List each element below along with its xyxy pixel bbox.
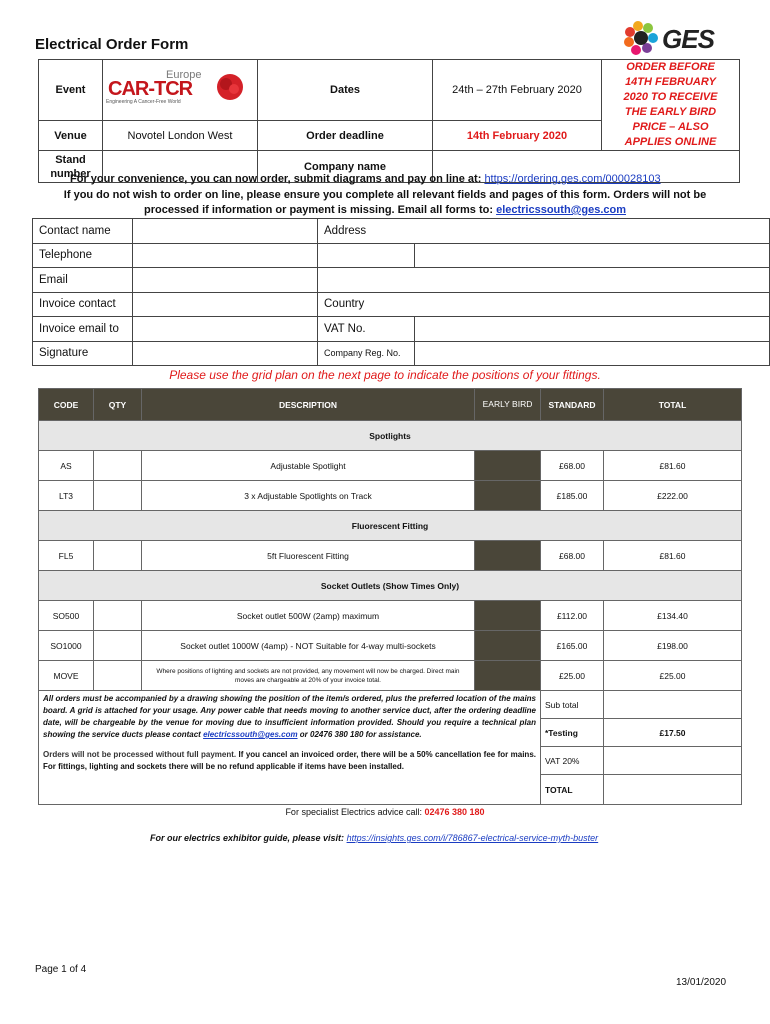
section-title: Socket Outlets (Show Times Only): [39, 571, 742, 601]
intro-line1: For your convenience, you can now order, submit diagrams and pay on line at:: [70, 173, 482, 185]
item-code: MOVE: [39, 661, 94, 691]
invoice-email-field[interactable]: [133, 317, 318, 342]
vat-no-field[interactable]: [415, 317, 770, 342]
event-logo: [103, 60, 258, 121]
subtotal-field[interactable]: [604, 691, 742, 719]
item-standard: £134.40: [604, 601, 742, 631]
event-logo-sub: Engineering A Cancer-Free World: [106, 99, 181, 106]
item-code: AS: [39, 451, 94, 481]
intro-text: [40, 172, 730, 219]
signature-label: Signature: [33, 341, 133, 366]
item-description: Socket outlet 500W (2amp) maximum: [142, 601, 475, 631]
signature-field[interactable]: [133, 341, 318, 366]
note-email-link[interactable]: electricssouth@ges.com: [203, 730, 298, 739]
col-total: TOTAL: [604, 389, 742, 421]
grid-plan-note: Please use the grid plan on the next page to indicate the positions of your fittings.: [169, 368, 601, 382]
page-title: Electrical Order Form: [35, 36, 189, 53]
qty-field[interactable]: [94, 481, 142, 511]
item-code: SO500: [39, 601, 94, 631]
address-line-1[interactable]: [318, 243, 415, 268]
guide-line: [150, 833, 750, 843]
item-standard: £222.00: [604, 481, 742, 511]
testing-value: £17.50: [604, 719, 742, 747]
order-deadline-label: Order deadline: [258, 121, 433, 151]
document-date: 13/01/2020: [676, 977, 727, 988]
note-text: All orders must be accompanied by a drawing showing the position of the item/s ordered, plus the preferred location of the mains board. A grid is attached for your usage. Any power cable that needs moving to another service duct, after the ordering deadline date, will be chargeable by the venue for moving due to insufficient information provided. Should you require a technical plan showing the service ducts please contact: [43, 694, 536, 739]
qty-field[interactable]: [94, 541, 142, 571]
vat-no-label: VAT No.: [318, 317, 415, 342]
drawing-requirement-note: [39, 691, 541, 747]
venue-label: Venue: [39, 121, 103, 151]
telephone-label: Telephone: [33, 243, 133, 268]
advice-label: For specialist Electrics advice call:: [285, 807, 422, 817]
advice-line: [0, 807, 770, 817]
invoice-contact-field[interactable]: [133, 292, 318, 317]
item-standard: £81.60: [604, 541, 742, 571]
company-reg-field[interactable]: [415, 341, 770, 366]
vat-field[interactable]: [604, 747, 742, 775]
ges-logo-icon: [622, 20, 662, 58]
col-qty: QTY: [94, 389, 142, 421]
address-line-2[interactable]: [318, 268, 770, 293]
contact-table: [32, 218, 770, 366]
item-price: £25.00: [541, 661, 604, 691]
venue-value: Novotel London West: [103, 121, 258, 151]
invoice-email-label: Invoice email to: [33, 317, 133, 342]
stand-number-label: Stand number: [39, 151, 103, 183]
payment-note-b: If you cancel an invoiced order, there will be a 50% cancellation fee for mains. For fittings, lighting and sockets there will be no refund applicable if items have been installed.: [43, 749, 536, 771]
payment-note: [39, 747, 541, 805]
item-price: £185.00: [541, 481, 604, 511]
item-code: LT3: [39, 481, 94, 511]
ges-logo: [622, 20, 734, 58]
qty-field[interactable]: [94, 631, 142, 661]
early-bird-cell: [475, 481, 541, 511]
company-name-label: Company name: [258, 151, 433, 183]
ordering-link[interactable]: https://ordering.ges.com/000028103: [484, 173, 661, 185]
contact-name-label: Contact name: [33, 219, 133, 244]
total-field[interactable]: [604, 775, 742, 805]
event-logo-top: Europe: [166, 69, 202, 82]
item-description: 3 x Adjustable Spotlights on Track: [142, 481, 475, 511]
item-price: £165.00: [541, 631, 604, 661]
item-price: £112.00: [541, 601, 604, 631]
event-logo-main: CAR-TCR: [108, 78, 193, 101]
order-items-table: [38, 388, 742, 805]
col-description: DESCRIPTION: [142, 389, 475, 421]
event-header-table: [38, 59, 740, 183]
invoice-contact-label: Invoice contact: [33, 292, 133, 317]
qty-field[interactable]: [94, 451, 142, 481]
total-label: TOTAL: [541, 775, 604, 805]
page-number: Page 1 of 4: [35, 964, 87, 975]
ges-logo-text: GES: [662, 24, 714, 54]
qty-field[interactable]: [94, 661, 142, 691]
item-description: Socket outlet 1000W (4amp) - NOT Suitable for 4-way multi-sockets: [142, 631, 475, 661]
section-title: Spotlights: [39, 421, 742, 451]
col-standard: STANDARD: [541, 389, 604, 421]
dates-value: 24th – 27th February 2020: [433, 60, 602, 121]
dates-label: Dates: [258, 60, 433, 121]
intro-line2: If you do not wish to order on line, please ensure you complete all relevant fields and pages of this form. Orders will not be processed if information or payment is missing. Email all forms to:: [63, 188, 707, 216]
item-code: SO1000: [39, 631, 94, 661]
email-field[interactable]: [133, 268, 318, 293]
guide-link[interactable]: https://insights.ges.com/i/786867-electrical-service-myth-buster: [346, 833, 599, 843]
company-reg-label: Company Reg. No.: [318, 341, 415, 366]
col-early-bird: EARLY BIRD: [475, 389, 541, 421]
early-bird-cell: [475, 631, 541, 661]
payment-note-a: Orders will not be processed without full payment.: [43, 749, 237, 759]
address-line-1b[interactable]: [415, 243, 770, 268]
flower-icon: [214, 72, 246, 102]
early-bird-cell: [475, 541, 541, 571]
col-code: CODE: [39, 389, 94, 421]
guide-label: For our electrics exhibitor guide, please visit:: [150, 833, 345, 843]
early-bird-cell: [475, 451, 541, 481]
country-label: Country: [318, 292, 770, 317]
item-description: Where positions of lighting and sockets are not provided, any movement will now be charged. Direct main moves are chargeable at 20% of your invoice total.: [142, 661, 475, 691]
early-bird-cell: [475, 661, 541, 691]
item-code: FL5: [39, 541, 94, 571]
note-tail: or 02476 380 180 for assistance.: [299, 730, 422, 739]
contact-name-field[interactable]: [133, 219, 318, 244]
item-description: Adjustable Spotlight: [142, 451, 475, 481]
item-standard: £81.60: [604, 451, 742, 481]
item-standard: £25.00: [604, 661, 742, 691]
vat-label: VAT 20%: [541, 747, 604, 775]
section-title: Fluorescent Fitting: [39, 511, 742, 541]
intro-email-link[interactable]: electricssouth@ges.com: [496, 204, 627, 216]
email-label: Email: [33, 268, 133, 293]
item-price: £68.00: [541, 541, 604, 571]
early-bird-cell: [475, 601, 541, 631]
early-bird-notice: ORDER BEFORE 14TH FEBRUARY 2020 TO RECEIVE THE EARLY BIRD PRICE – ALSO APPLIES ONLINE: [602, 60, 740, 151]
telephone-field[interactable]: [133, 243, 318, 268]
order-deadline-value: 14th February 2020: [433, 121, 602, 151]
address-label: Address: [318, 219, 770, 244]
item-standard: £198.00: [604, 631, 742, 661]
item-description: 5ft Fluorescent Fitting: [142, 541, 475, 571]
advice-phone: 02476 380 180: [424, 807, 485, 817]
event-label: Event: [39, 60, 103, 121]
item-price: £68.00: [541, 451, 604, 481]
testing-label: *Testing: [541, 719, 604, 747]
subtotal-label: Sub total: [541, 691, 604, 719]
qty-field[interactable]: [94, 601, 142, 631]
